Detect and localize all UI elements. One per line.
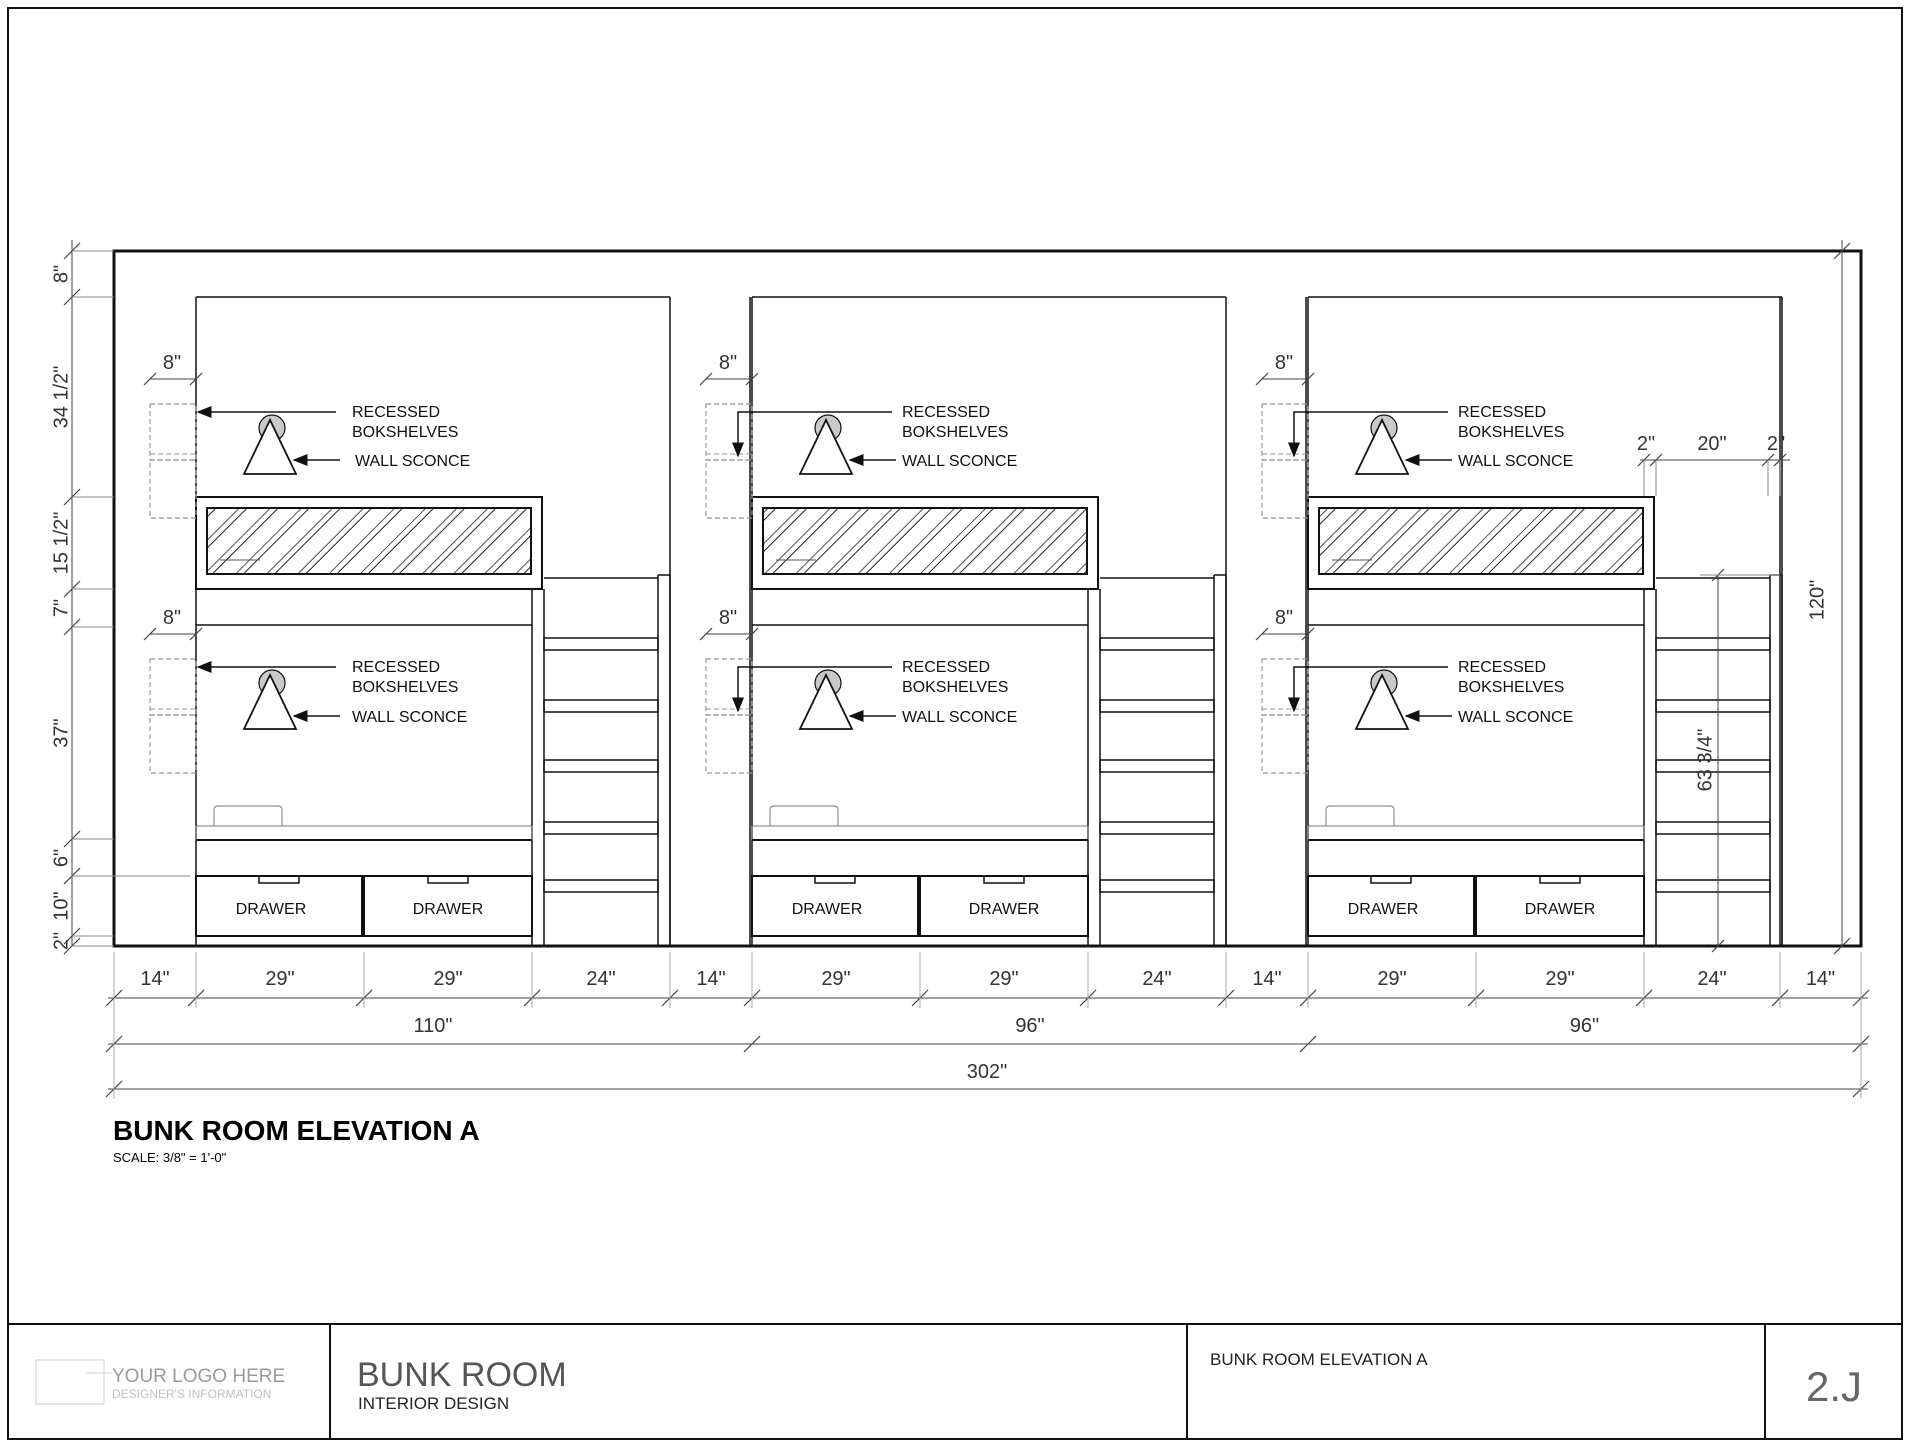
elevation-frame [114, 251, 1861, 946]
recessed-label: RECESSED [902, 659, 991, 676]
upper-mattress-hatch [207, 508, 531, 574]
drawer-label: DRAWER [1524, 901, 1596, 918]
recessed-bookshelf [1262, 460, 1308, 518]
bottom-dim-label: 29" [821, 968, 851, 990]
drawer-handle-icon [259, 876, 299, 883]
lower-mattress [1308, 826, 1644, 840]
bottom-dim-label: 14" [1252, 968, 1282, 990]
bookshelves-label: BOKSHELVES [902, 679, 1009, 696]
shelf-width-dim: 8" [162, 607, 182, 629]
bottom-dim-label: 29" [433, 968, 463, 990]
ladder-rung [544, 700, 658, 712]
recessed-bookshelf [1262, 715, 1308, 773]
shelf-width-dim: 8" [162, 352, 182, 374]
vertical-dim-label: 8" [50, 264, 73, 284]
bookshelves-label: BOKSHELVES [902, 424, 1009, 441]
recessed-bookshelf [150, 715, 196, 773]
drawer-label: DRAWER [968, 901, 1040, 918]
ladder-height-label: 63 3/4" [1694, 728, 1717, 792]
shelf-width-dim: 8" [1274, 607, 1294, 629]
sconce-shade [244, 675, 296, 729]
vertical-dim-label: 2" [50, 931, 73, 951]
pillow-icon [770, 806, 838, 826]
lower-mattress [752, 826, 1088, 840]
drawer-label: DRAWER [1347, 901, 1419, 918]
sconce-shade [1356, 420, 1408, 474]
bunk-units [144, 297, 1782, 946]
vertical-dim-label: 37" [50, 718, 73, 748]
wall-sconce-label: WALL SCONCE [355, 453, 471, 470]
upper-mattress-hatch [763, 508, 1087, 574]
sconce-shade [1356, 675, 1408, 729]
bottom-dim-label: 24" [586, 968, 616, 990]
shelf-width-dim: 8" [718, 352, 738, 374]
drawer-handle-icon [1540, 876, 1580, 883]
pillow-icon [214, 806, 282, 826]
recessed-label: RECESSED [352, 659, 441, 676]
ladder-rung [1100, 880, 1214, 892]
wall-sconce-label: WALL SCONCE [1458, 709, 1574, 726]
recessed-label: RECESSED [1458, 404, 1547, 421]
drawer-handle-icon [1371, 876, 1411, 883]
ladder-rung [1100, 760, 1214, 772]
drawer-handle-icon [984, 876, 1024, 883]
section-dim-label: 96" [1569, 1015, 1600, 1037]
sconce-shade [244, 420, 296, 474]
vertical-dim-label: 10" [50, 891, 73, 921]
bottom-dim-label: 14" [1805, 968, 1836, 990]
ladder-rail-dim: 2" [1636, 433, 1656, 455]
bookshelves-label: BOKSHELVES [352, 679, 459, 696]
drawer-label: DRAWER [235, 901, 307, 918]
bunk-unit-1 [144, 297, 750, 946]
overall-width-label: 302" [966, 1061, 1008, 1083]
bottom-dim-label: 29" [1377, 968, 1407, 990]
sheet-title: BUNK ROOM ELEVATION A [1210, 1350, 1428, 1369]
drawer-handle-icon [815, 876, 855, 883]
bottom-dim-label: 24" [1697, 968, 1727, 990]
shelf-width-dim: 8" [1274, 352, 1294, 374]
drawing-title: BUNK ROOM ELEVATION A [113, 1115, 480, 1146]
title-block [8, 1324, 1902, 1439]
ladder-rung [1100, 638, 1214, 650]
section-dim-label: 110" [413, 1015, 453, 1037]
wall-sconce-label: WALL SCONCE [1458, 453, 1574, 470]
pillow-icon [1326, 806, 1394, 826]
bookshelves-label: BOKSHELVES [1458, 679, 1565, 696]
bottom-dim-label: 29" [1545, 968, 1575, 990]
bottom-dim-label: 29" [265, 968, 295, 990]
designer-info: DESIGNER'S INFORMATION [112, 1387, 272, 1401]
recessed-bookshelf [150, 659, 196, 715]
ladder-rail-dim: 2" [1766, 433, 1786, 455]
lower-mattress [196, 826, 532, 840]
ladder-rung [1656, 700, 1770, 712]
recessed-bookshelf [150, 460, 196, 518]
overall-height-label: 120" [1806, 579, 1829, 621]
ladder-rung [1656, 880, 1770, 892]
bookshelves-label: BOKSHELVES [1458, 424, 1565, 441]
bottom-dim-label: 29" [989, 968, 1019, 990]
ladder-width-label: 20" [1697, 433, 1727, 455]
recessed-bookshelf [706, 715, 752, 773]
wall-sconce-label: WALL SCONCE [902, 453, 1018, 470]
recessed-bookshelf [150, 404, 196, 460]
bottom-dim-label: 14" [140, 968, 170, 990]
ladder-rung [544, 880, 658, 892]
recessed-bookshelf [706, 460, 752, 518]
bottom-dim-label: 24" [1142, 968, 1172, 990]
ladder-rung [1100, 700, 1214, 712]
recessed-label: RECESSED [902, 404, 991, 421]
sheet-number: 2.J [1805, 1363, 1863, 1410]
sconce-shade [800, 420, 852, 474]
section-dim-label: 96" [1015, 1015, 1045, 1037]
project-name: BUNK ROOM [357, 1356, 567, 1394]
vertical-dim-label: 7" [50, 598, 73, 618]
vertical-dim-label: 6" [50, 848, 73, 868]
drawer-label: DRAWER [791, 901, 863, 918]
bookshelves-label: BOKSHELVES [352, 424, 459, 441]
upper-mattress-hatch [1319, 508, 1643, 574]
vertical-dim-label: 15 1/2" [50, 511, 73, 575]
bunk-unit-3 [1256, 297, 1782, 946]
ladder-rung [544, 638, 658, 650]
drawing-scale: SCALE: 3/8" = 1'-0" [113, 1150, 227, 1165]
ladder-rung [1100, 822, 1214, 834]
wall-sconce-label: WALL SCONCE [352, 709, 468, 726]
vertical-dim-label: 34 1/2" [50, 365, 73, 429]
sconce-shade [800, 675, 852, 729]
recessed-label: RECESSED [352, 404, 441, 421]
project-type: INTERIOR DESIGN [358, 1394, 510, 1413]
ladder-rung [544, 760, 658, 772]
recessed-label: RECESSED [1458, 659, 1547, 676]
logo-text: YOUR LOGO HERE [112, 1366, 286, 1387]
drawer-label: DRAWER [412, 901, 484, 918]
bottom-dim-label: 14" [696, 968, 726, 990]
ladder-rung [1656, 822, 1770, 834]
wall-sconce-label: WALL SCONCE [902, 709, 1018, 726]
bunk-unit-2 [700, 297, 1306, 946]
shelf-width-dim: 8" [718, 607, 738, 629]
logo-placeholder-icon [36, 1360, 104, 1404]
ladder-rung [544, 822, 658, 834]
ladder-rung [1656, 638, 1770, 650]
drawer-handle-icon [428, 876, 468, 883]
